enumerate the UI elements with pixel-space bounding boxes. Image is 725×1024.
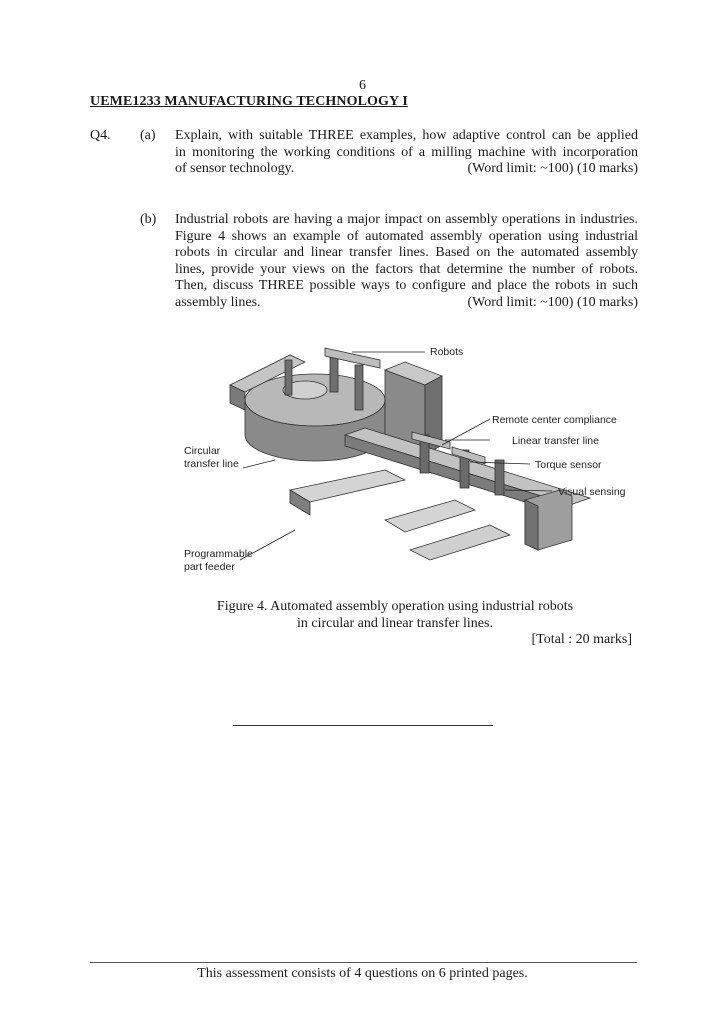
caption-line-2: in circular and linear transfer lines. (297, 616, 493, 631)
part-b-label: (b) (140, 212, 157, 227)
course-title: UEME1233 MANUFACTURING TECHNOLOGY I (90, 94, 408, 109)
page-number: 6 (359, 78, 366, 93)
part-b-line: Industrial robots are having a major impact on assembly operations in industries. (175, 212, 638, 227)
figure-caption (0, 598, 725, 632)
part-b-line: lines, provide your views on the factors that determine the number of robots. (175, 261, 638, 277)
part-a-label: (a) (140, 128, 156, 143)
label-remote-center-compliance: Remote center compliance (492, 414, 617, 426)
question-label: Q4. (90, 128, 111, 143)
part-b-line: Figure 4 shows an example of automated assembly operation using industrial (175, 228, 638, 244)
figure-4-illustration (180, 340, 640, 580)
label-robots: Robots (430, 346, 464, 358)
label-feeder-2: part feeder (184, 561, 235, 573)
label-visual-sensing: Visual sensing (558, 486, 626, 498)
part-b-last-text: assembly lines. (175, 294, 261, 310)
label-linear-transfer-line: Linear transfer line (512, 435, 599, 447)
part-b-last-line (175, 295, 638, 312)
caption-line-1: Figure 4. Automated assembly operation using industrial robots (216, 599, 574, 614)
part-a-line: Explain, with suitable THREE examples, how adaptive control can be applied (175, 128, 638, 143)
end-of-question-divider (233, 725, 493, 726)
part-a-marks: (Word limit: ~100) (10 marks) (467, 161, 638, 176)
part-a-line: in monitoring the working conditions of a milling machine with incorporation (175, 144, 638, 160)
footer-text: This assessment consists of 4 questions on 6 printed pages. (197, 966, 528, 981)
part-a-last-text: of sensor technology. (175, 161, 295, 176)
part-b-line: Then, discuss THREE possible ways to configure and place the robots in such (175, 278, 638, 293)
footer-divider (90, 962, 637, 963)
label-torque-sensor: Torque sensor (535, 459, 602, 471)
label-circular-2: transfer line (184, 458, 239, 470)
label-circular-1: Circular (184, 445, 221, 457)
total-marks: [Total : 20 marks] (531, 632, 632, 647)
part-a-text (175, 128, 638, 178)
part-b-text (175, 212, 638, 311)
label-feeder-1: Programmable (184, 548, 253, 560)
part-b-line: robots in circular and linear transfer lines. Based on the automated assembly (175, 245, 638, 260)
part-b-marks: (Word limit: ~100) (10 marks) (467, 294, 638, 310)
part-a-last-line (175, 161, 638, 178)
